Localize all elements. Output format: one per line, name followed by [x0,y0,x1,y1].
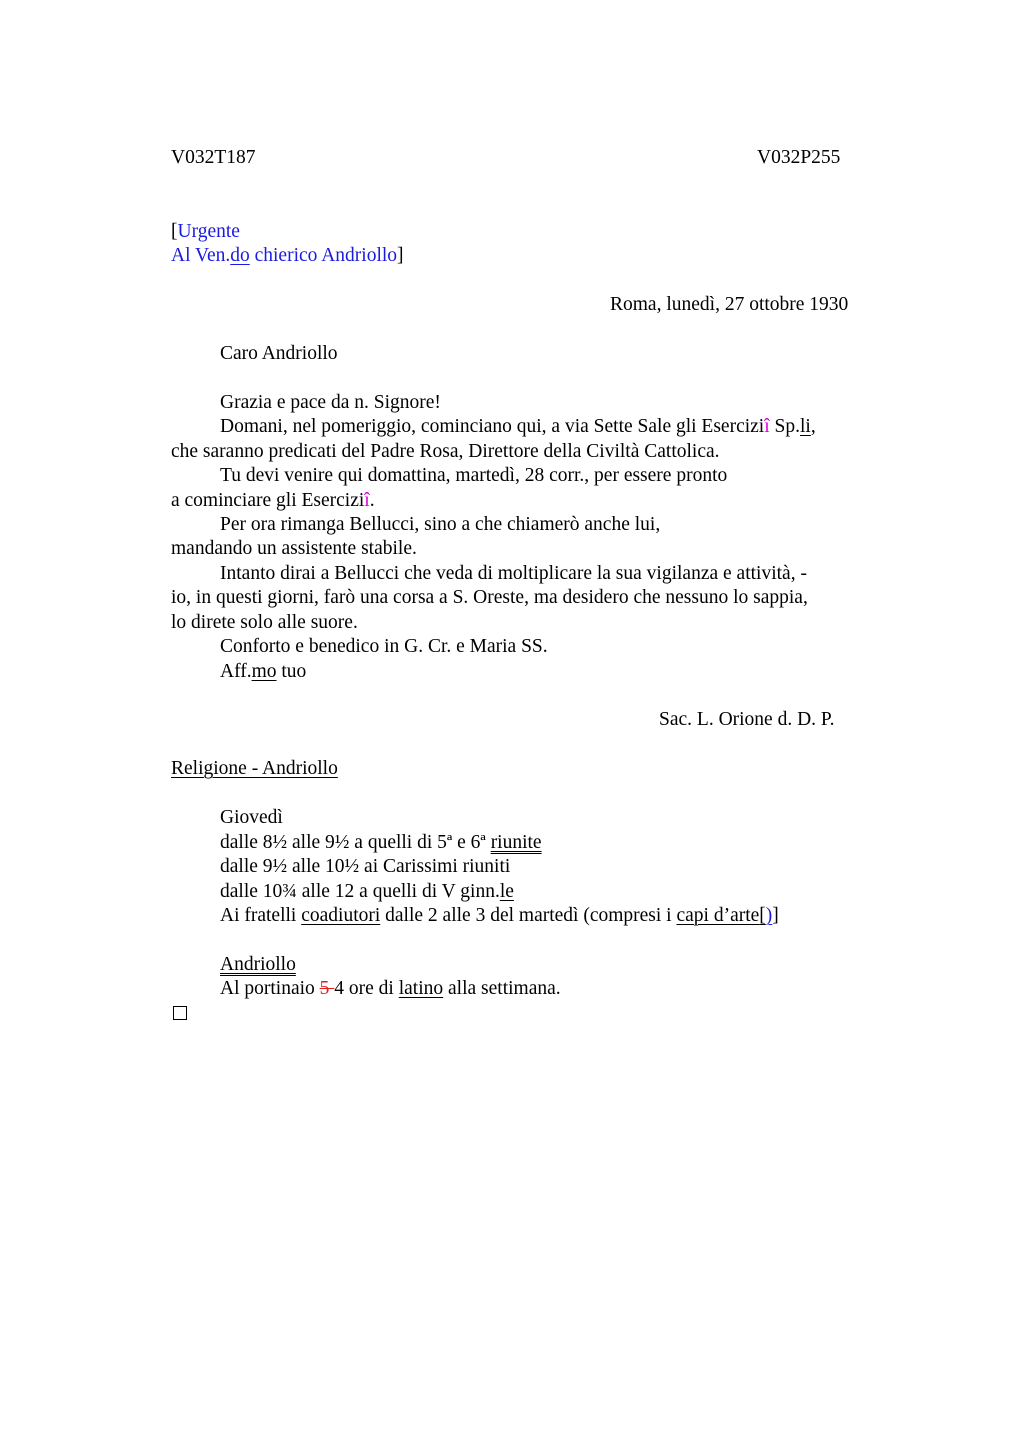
body-line: Grazia e pace da n. Signore! [220,392,441,413]
schedule-text: dalle 8½ alle 9½ a quelli di 5ª e 6ª [220,832,491,853]
schedule-row [220,831,542,855]
body-line: Per ora rimanga Bellucci, sino a che chiamerò anche lui, [220,514,661,535]
schedule-text: dalle 2 alle 3 del martedì (compresi i [380,905,677,926]
schedule-day: Giovedì [220,807,283,828]
body-text: Domani, nel pomeriggio, cominciano qui, a via Sette Sale gli Esercizi [220,416,765,437]
body-text: Aff. [220,661,252,682]
schedule-row: dalle 9½ alle 10½ ai Carissimi riuniti [220,856,511,877]
schedule-abbrev: le [499,881,514,902]
body-line: io, in questi giorni, farò una corsa a S. Oreste, ma desidero che nessuno lo sappia, [171,587,808,608]
body-text: tuo [276,661,307,682]
porter-line [220,977,561,1001]
address-recipient: chierico Andriollo [249,245,398,266]
schedule-row [220,880,514,904]
body-line [171,489,375,513]
schedule-emphasis: capi d’arte [676,905,760,926]
porter-subject: latino [398,978,444,999]
archive-code-left: V032T187 [171,147,256,168]
signature: Sac. L. Orione d. D. P. [659,709,835,730]
schedule-row [220,904,779,928]
editorial-insert: ) [765,905,773,926]
porter-text: Al portinaio [220,978,320,999]
body-text: a cominciare gli Esercizi [171,490,365,511]
body-line: Tu devi venire qui domattina, martedì, 28 corr., per essere pronto [220,465,728,486]
appendix-subtitle: Andriollo [220,954,296,975]
end-mark-box [173,1006,187,1020]
porter-text: 4 ore di [334,978,399,999]
schedule-text: dalle 10¾ alle 12 a quelli di V ginn. [220,881,500,902]
schedule-text: Ai fratelli [220,905,302,926]
schedule-emphasis: coadiutori [301,905,381,926]
editorial-mark: î [764,416,770,437]
body-line: mandando un assistente stabile. [171,538,417,559]
editorial-bracket: ] [772,905,779,926]
body-line [220,415,816,439]
urgent-note: Urgente [177,221,240,242]
archive-code-right: V032P255 [757,147,841,168]
body-line: Conforto e benedico in G. Cr. e Maria SS. [220,636,548,657]
schedule-emphasis: riunite [490,832,542,853]
address-abbrev: do [230,245,250,266]
address-prefix: Al Ven. [171,245,231,266]
body-abbrev: mo [251,661,277,682]
address-line-2 [171,244,404,268]
editorial-mark: î [364,490,370,511]
body-abbrev: li [800,416,811,437]
body-text: . [369,490,375,511]
editorial-bracket: [ [759,905,766,926]
dateline: Roma, lunedì, 27 ottobre 1930 [610,294,849,315]
open-bracket: [ [171,221,178,242]
appendix-title: Religione - Andriollo [171,758,338,779]
salutation: Caro Andriollo [220,343,338,364]
body-line: che saranno predicati del Padre Rosa, Direttore della Civiltà Cattolica. [171,441,720,462]
body-text: , [810,416,816,437]
body-line: lo direte solo alle suore. [171,612,358,633]
address-line-1 [171,220,240,244]
closing-line [220,660,306,684]
close-bracket: ] [397,245,404,266]
body-line: Intanto dirai a Bellucci che veda di moltiplicare la sua vigilanza e attività, - [220,563,807,584]
struck-value: 5 [319,978,335,999]
porter-text: alla settimana. [443,978,561,999]
body-text: Sp. [769,416,801,437]
